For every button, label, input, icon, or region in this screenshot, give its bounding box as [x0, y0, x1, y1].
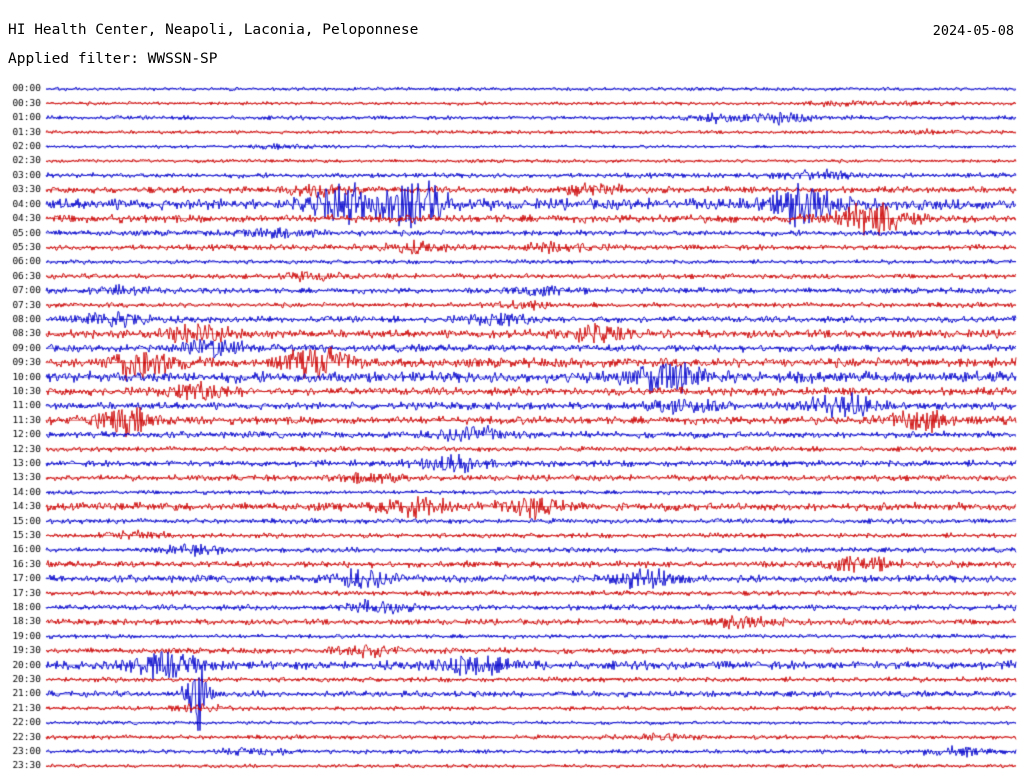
record-date: 2024-05-08: [932, 23, 1014, 39]
applied-filter-label: Applied filter: WWSSN-SP: [8, 51, 218, 67]
page-title: HI Health Center, Neapoli, Laconia, Peloponnese: [8, 22, 419, 38]
